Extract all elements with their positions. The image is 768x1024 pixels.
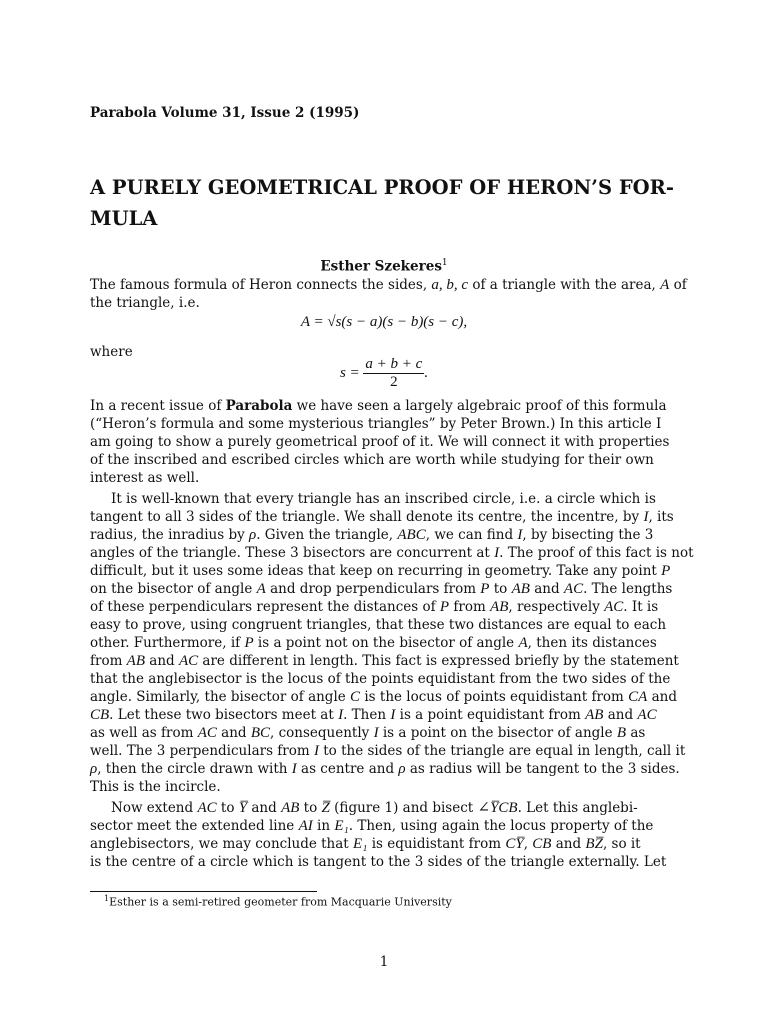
text-run: , respectively (508, 599, 605, 615)
math-symbol: I (517, 527, 523, 543)
text-run: of (669, 277, 687, 293)
text-run: . Then, using again the locus property of the (348, 818, 654, 834)
text-run: to (216, 800, 239, 816)
text-line (90, 634, 657, 652)
math-symbol: Y̅ (238, 800, 248, 816)
math-symbol: ρ (398, 761, 406, 777)
math-symbol: B (616, 725, 627, 741)
text-run: and (647, 689, 677, 705)
text-run: and drop perpendiculars from (265, 581, 481, 597)
text-line (90, 526, 653, 544)
math-symbol: I (338, 707, 344, 723)
math-symbol: Z̅ (321, 800, 330, 816)
page-number: 1 (379, 954, 389, 970)
text-run: It is well-known that every triangle has an inscribed circle, i.e. a circle which is (111, 491, 656, 507)
math-symbol: AB (490, 599, 509, 615)
text-run: is the locus of points equidistant from (360, 689, 629, 705)
text-line (90, 778, 221, 796)
footnote-rule (90, 891, 317, 892)
text-run: angle. Similarly, the bisector of angle (90, 689, 351, 705)
math-symbol: I (291, 761, 297, 777)
author-name: Esther Szekeres (320, 258, 442, 275)
text-run: and (247, 800, 282, 816)
text-run: interest as well. (90, 470, 200, 486)
text-run: , then the circle drawn with (97, 761, 292, 777)
text-run: and (603, 707, 638, 723)
math-symbol: I (390, 707, 396, 723)
text-run: Now extend (111, 800, 198, 816)
text-run: where (90, 344, 133, 360)
text-line (90, 670, 670, 688)
math-symbol: A (256, 581, 266, 597)
text-line (90, 276, 687, 294)
semiperimeter-fraction (363, 356, 424, 391)
text-run: on the bisector of angle (90, 581, 257, 597)
text-run: sector meet the extended line (90, 818, 299, 834)
math-symbol: I (643, 509, 649, 525)
bold-text: Parabola (225, 398, 293, 414)
text-run: . Given the triangle, (256, 527, 398, 543)
fraction-numerator: a + b + c (365, 356, 423, 372)
article-title (90, 172, 680, 234)
text-run: is equidistant from (367, 836, 506, 852)
title-line-1: A PURELY GEOMETRICAL PROOF OF HERON’S FOR- (90, 176, 674, 199)
math-symbol: BC (250, 725, 270, 741)
math-symbol: CB (532, 836, 552, 852)
text-line (90, 451, 654, 469)
math-symbol: C (350, 689, 361, 705)
text-run: is the centre of a circle which is tangent to the 3 sides of the triangle externally. Let (90, 854, 667, 870)
text-run: difficult, but it uses some ideas that keep on recurring in geometry. Take any point (90, 563, 662, 579)
math-symbol: P (480, 581, 490, 597)
text-run: , by bisecting the 3 (522, 527, 654, 543)
text-line (90, 853, 666, 871)
text-line (90, 397, 667, 415)
text-run: (“Heron’s formula and some mysterious triangles” by Peter Brown.) In this article I (90, 416, 662, 432)
math-symbol: E₁ (334, 818, 349, 834)
text-run: and (145, 653, 179, 669)
text-run: angles of the triangle. These 3 bisectors are concurrent at (90, 545, 495, 561)
math-symbol: I (373, 725, 379, 741)
math-symbol: A (518, 635, 528, 651)
text-run: the triangle, i.e. (90, 295, 200, 311)
text-run: anglebisectors, we may conclude that (90, 836, 354, 852)
heron-formula (0, 314, 768, 331)
text-line (90, 562, 670, 580)
math-symbol: AB (281, 800, 300, 816)
text-line (90, 544, 694, 562)
math-symbol: AI (298, 818, 313, 834)
text-run: as (626, 725, 646, 741)
text-line (90, 742, 685, 760)
text-run: . The lengths (583, 581, 673, 597)
text-run: to (299, 800, 322, 816)
text-run: , consequently (270, 725, 374, 741)
text-run: we have seen a largely algebraic proof of this formula (292, 398, 667, 414)
text-run: . It is (623, 599, 659, 615)
text-run: from (449, 599, 491, 615)
math-symbol: P (439, 599, 450, 615)
text-line (90, 760, 680, 778)
text-run: and (529, 581, 564, 597)
math-symbol: P (661, 563, 671, 579)
text-line (90, 294, 200, 312)
title-line-2: MULA (90, 207, 158, 230)
text-line (90, 817, 653, 835)
text-run: other. Furthermore, if (90, 635, 245, 651)
math-symbol: CA (628, 689, 648, 705)
text-run: as well as from (90, 725, 198, 741)
semiperimeter-formula (0, 356, 768, 391)
author-footnote-mark: 1 (441, 258, 448, 268)
math-symbol: AC (604, 599, 624, 615)
text-run: . The proof of this fact is not (499, 545, 694, 561)
text-line (90, 835, 641, 853)
math-symbol: AB (511, 581, 530, 597)
text-run: , then its distances (527, 635, 657, 651)
text-run: , its (648, 509, 674, 525)
math-symbol: A (660, 277, 670, 293)
text-line (90, 433, 669, 451)
text-run: , we can find (425, 527, 518, 543)
text-run: , so it (602, 836, 641, 852)
text-run: The famous formula of Heron connects the sides, (90, 277, 432, 293)
text-line (90, 598, 658, 616)
text-run: as radius will be tangent to the 3 sides. (405, 761, 680, 777)
footnote-text: Esther is a semi-retired geometer from Macquarie University (109, 895, 452, 909)
text-run: am going to show a purely geometrical proof of it. We will connect it with properties (90, 434, 670, 450)
math-symbol: AB (585, 707, 604, 723)
author-byline (0, 258, 768, 275)
footnote-mark: 1 (104, 894, 110, 903)
math-symbol: I (313, 743, 319, 759)
math-symbol: AB (126, 653, 145, 669)
text-line (90, 469, 199, 487)
fraction-denominator: 2 (390, 374, 398, 390)
text-line (90, 706, 657, 724)
text-run: (figure 1) and bisect (329, 800, 478, 816)
text-run: tangent to all 3 sides of the triangle. We shall denote its centre, the incentre, by (90, 509, 644, 525)
text-run: radius, the inradius by (90, 527, 250, 543)
math-symbol: ABC (397, 527, 426, 543)
text-line (90, 688, 677, 706)
math-symbol: AC (197, 725, 217, 741)
text-run: is a point equidistant from (395, 707, 586, 723)
math-symbol: AC (637, 707, 657, 723)
text-line (111, 490, 656, 508)
math-symbol: ρ (90, 761, 98, 777)
math-symbol: BZ̅ (585, 836, 603, 852)
text-run: This is the incircle. (90, 779, 221, 795)
footnote (104, 894, 452, 909)
text-run: that the anglebisector is the locus of the points equidistant from the two sides of the (90, 671, 671, 687)
math-symbol: ρ (249, 527, 257, 543)
text-run: . Then (343, 707, 391, 723)
journal-header: Parabola Volume 31, Issue 2 (1995) (90, 105, 360, 121)
text-line (90, 580, 672, 598)
text-run: of the inscribed and escribed circles which are worth while studying for their own (90, 452, 654, 468)
math-symbol: E₁ (353, 836, 368, 852)
text-run: In a recent issue of (90, 398, 226, 414)
text-run: . Let these two bisectors meet at (109, 707, 339, 723)
text-run: of these perpendiculars represent the distances of (90, 599, 440, 615)
text-line (90, 652, 679, 670)
text-run: well. The 3 perpendiculars from (90, 743, 314, 759)
text-line (90, 508, 674, 526)
math-symbol: CB (90, 707, 110, 723)
text-run: of a triangle with the area, (468, 277, 661, 293)
text-run: , (523, 836, 533, 852)
text-run: from (90, 653, 127, 669)
text-line (111, 799, 638, 817)
text-run: and (216, 725, 251, 741)
text-line (90, 724, 645, 742)
heron-formula-text: A = √s(s − a)(s − b)(s − c), (300, 314, 468, 330)
math-symbol: CY̅ (505, 836, 524, 852)
math-symbol: P (244, 635, 254, 651)
text-run: and (551, 836, 586, 852)
math-symbol: I (494, 545, 500, 561)
math-symbol: AC (197, 800, 217, 816)
text-run: in (312, 818, 335, 834)
text-run: is a point not on the bisector of angle (253, 635, 519, 651)
text-run: to the sides of the triangle are equal in length, call it (318, 743, 686, 759)
math-symbol: a, b, c (431, 277, 469, 293)
text-line (90, 616, 666, 634)
text-line (90, 415, 661, 433)
text-run: as centre and (296, 761, 399, 777)
text-run: are different in length. This fact is expressed briefly by the statement (198, 653, 679, 669)
text-run: is a point on the bisector of angle (378, 725, 617, 741)
text-run: to (489, 581, 512, 597)
math-symbol: AC (178, 653, 199, 669)
math-symbol: ∠Y̅CB (477, 800, 518, 816)
semiperimeter-end: . (424, 364, 429, 381)
text-run: . Let this anglebi- (517, 800, 638, 816)
math-symbol: AC (563, 581, 584, 597)
text-run: easy to prove, using congruent triangles, that these two distances are equal to each (90, 617, 667, 633)
semiperimeter-lhs: s = (339, 364, 360, 381)
